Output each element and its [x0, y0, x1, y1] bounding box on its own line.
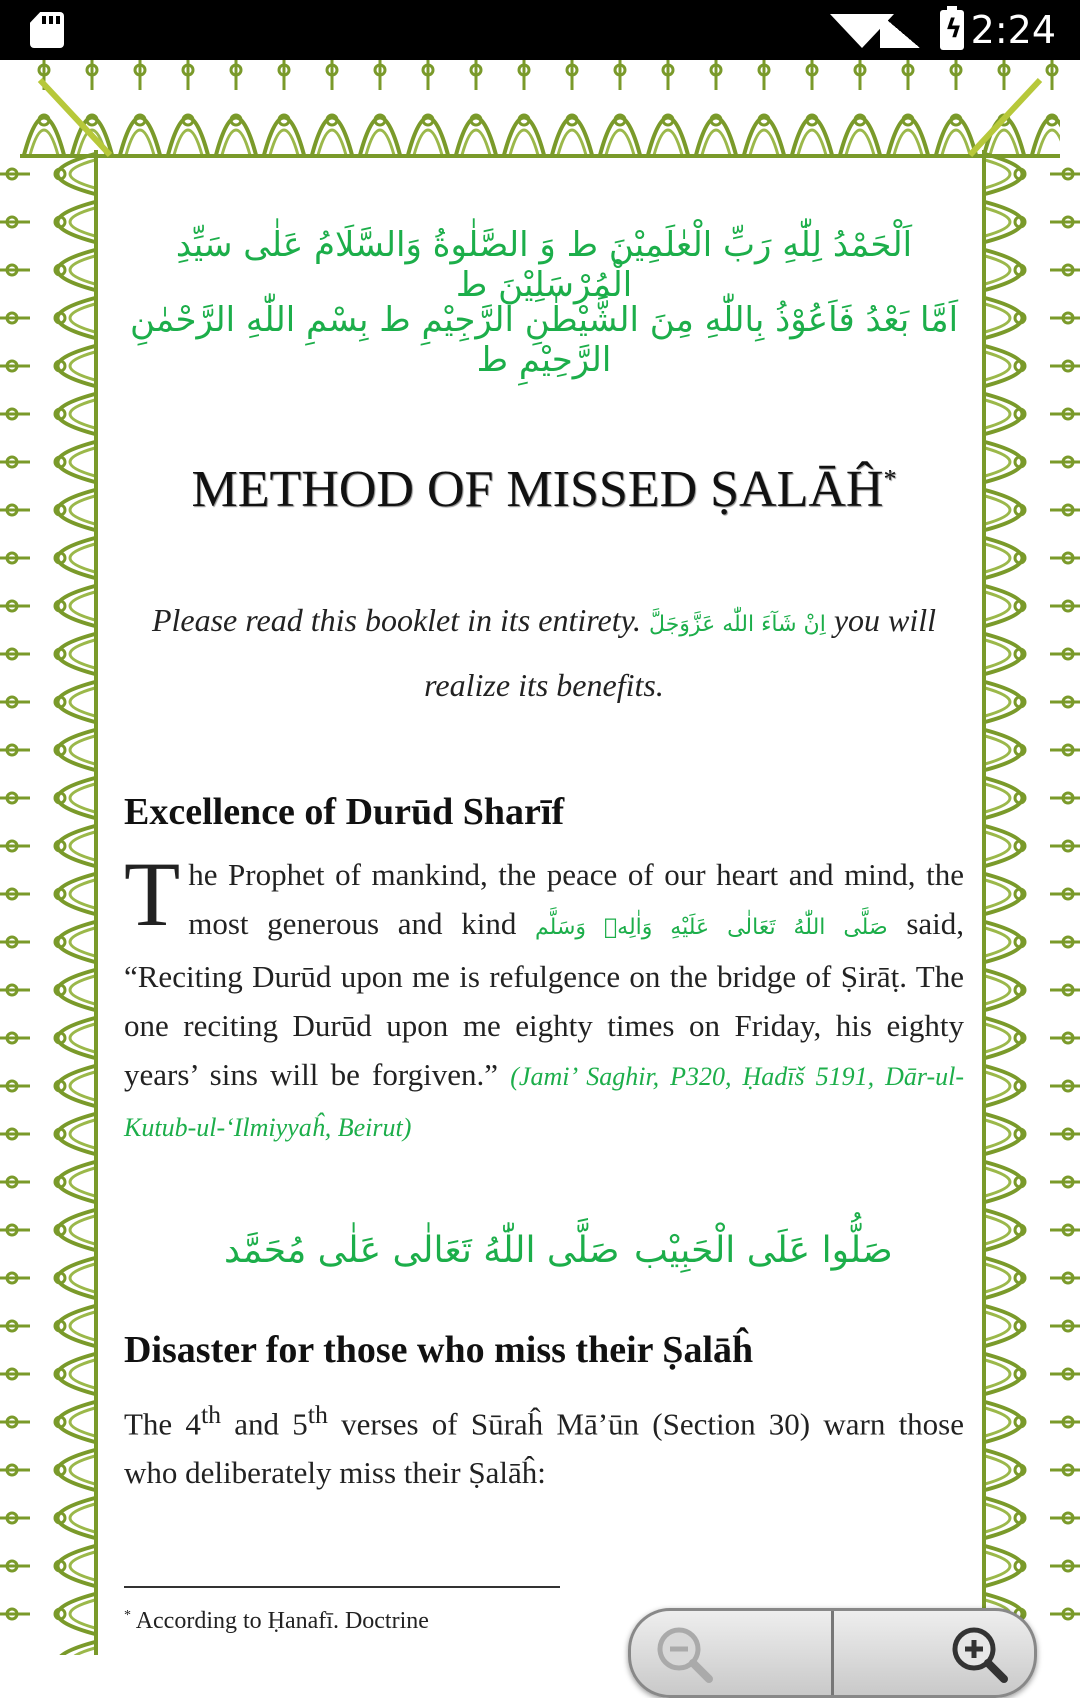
zoom-in-icon: [948, 1623, 1012, 1683]
document-page[interactable]: [0, 60, 1080, 1655]
arabic-invocation-line-1: اَلْحَمْدُ لِلّٰهِ رَبِّ الْعٰلَمِيْنَ ط وَ الصَّلٰوةُ وَالسَّلَامُ عَلٰى سَيِّدِ الْمُرْسَلِيْنَ ط: [175, 225, 913, 305]
sd-card-icon: [30, 12, 64, 48]
section-paragraph-durud: The Prophet of mankind, the peace of our heart and mind, the most generous and kind صَلَّى اللّٰهُ تَعَالٰى عَلَيْهِ وَاٰلِهٖ وَسَلَّم said, “Reciting Durūd upon me is refulgence on the bridge of Ṣirāṭ. The one reciting Durūd upon me eighty times on Friday, his eighty years’ sins will be forgiven.” (Jami’ Saghir, P320, Ḥadīš 5191, Dār-ul-Kutub-ul-‘Ilmiyyaĥ, Beirut): [124, 843, 964, 1142]
status-bar: [0, 0, 1080, 60]
salawat-row: [124, 1230, 964, 1290]
page-title: METHOD OF MISSED ṢALĀĤ*: [191, 461, 897, 518]
footnote: * According to Ḥanafī. Doctrine: [124, 1608, 429, 1634]
signal-icon: [880, 14, 920, 48]
title-footnote-mark: *: [883, 464, 897, 494]
intro-text: Please read this booklet in its entirety. اِنْ شَآءَ اللّٰه عَزَّوَجَلَّ you will realize its benefits.: [151, 602, 937, 703]
footnote-divider: [124, 1586, 560, 1588]
zoom-out-button[interactable]: [631, 1611, 831, 1695]
ornamental-border-left: [0, 150, 110, 1655]
arabic-invocation-line-2: اَمَّا بَعْدُ فَاَعُوْذُ بِاللّٰهِ مِنَ الشَّيْطٰنِ الرَّجِيْمِ ط بِسْمِ اللّٰهِ الرَّحْمٰنِ الرَّحِيْمِ ط: [129, 300, 959, 380]
salawat-right: صَلُّوا عَلَى الْحَبِيْب: [634, 1230, 893, 1271]
ornamental-border-right: [970, 150, 1080, 1655]
drop-cap: T: [124, 843, 181, 945]
clock: 2:24: [970, 8, 1056, 52]
zoom-out-icon: [653, 1623, 717, 1683]
salutation-arabic: صَلَّى اللّٰهُ تَعَالٰى عَلَيْهِ وَاٰلِهٖ وَسَلَّم: [535, 915, 888, 940]
ornamental-border-top: [20, 60, 1060, 170]
section-heading-durud: Excellence of Durūd Sharīf: [124, 791, 565, 833]
hadith-citation: (Jami’ Saghir, P320, Ḥadīš 5191, Dār-ul-Kutub-ul-‘Ilmiyyaĥ, Beirut): [124, 1062, 964, 1142]
salawat-left: صَلَّى اللّٰهُ تَعَالٰى عَلٰى مُحَمَّد: [224, 1230, 620, 1271]
intro-arabic-phrase: اِنْ شَآءَ اللّٰه عَزَّوَجَلَّ: [649, 612, 826, 637]
section-paragraph-disaster: The 4th and 5th verses of Sūraĥ Mā’ūn (Section 30) warn those who deliberately miss their Ṣalāĥ:: [124, 1400, 965, 1491]
zoom-in-button[interactable]: [834, 1611, 1034, 1695]
zoom-controls: [628, 1608, 1037, 1698]
battery-charging-icon: ϟ: [940, 10, 964, 50]
section-heading-disaster: Disaster for those who miss their Ṣalāĥ: [124, 1329, 754, 1371]
